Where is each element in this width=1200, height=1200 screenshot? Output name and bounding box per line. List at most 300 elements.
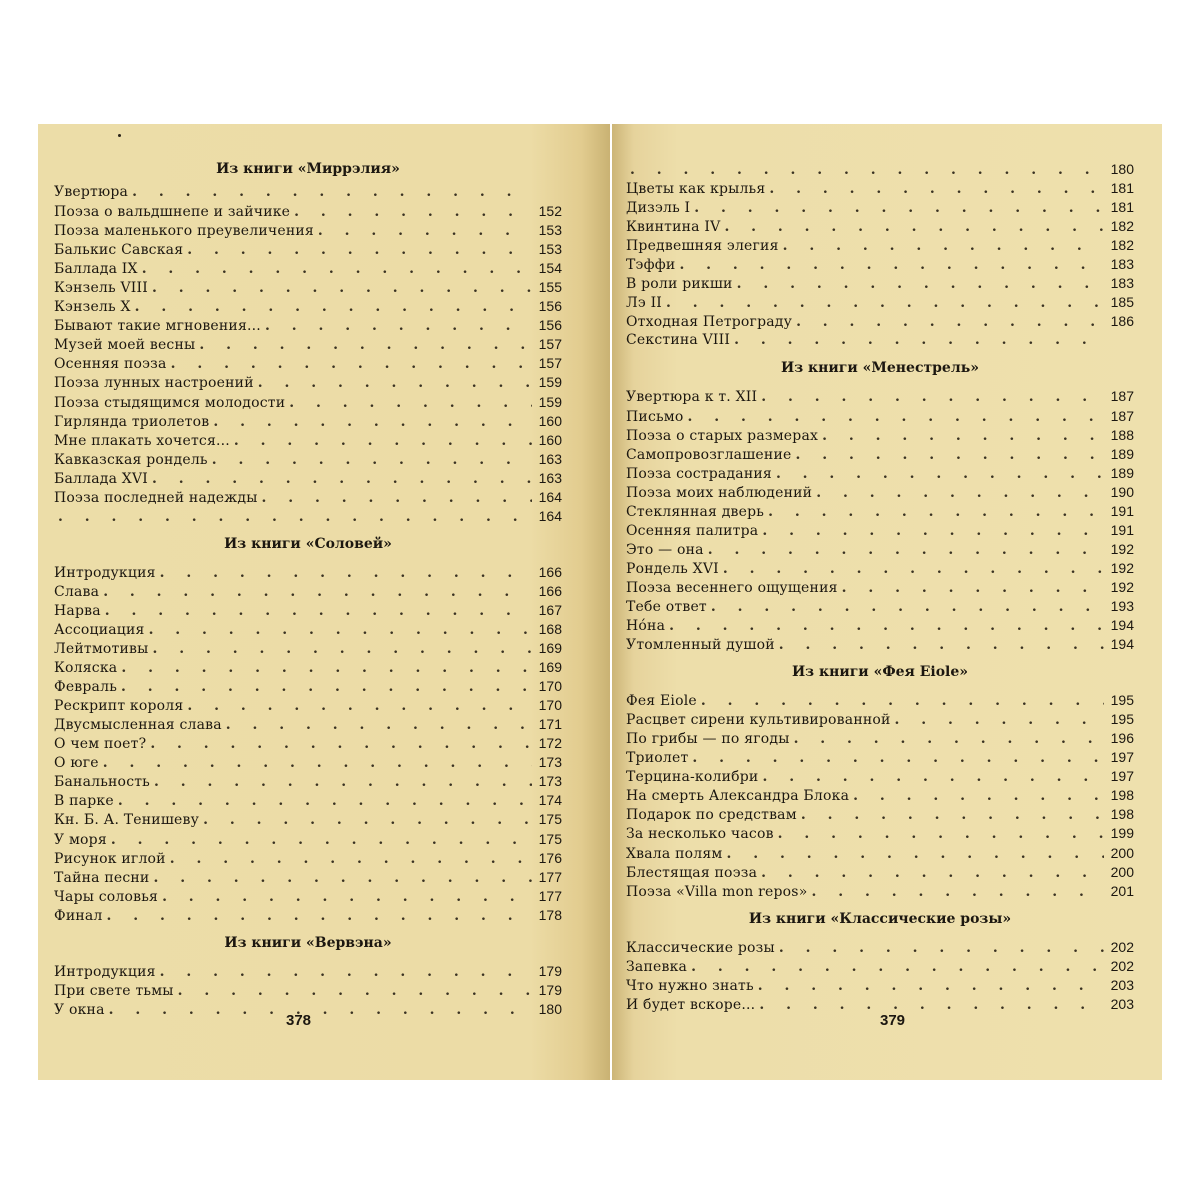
- dot-leader: [265, 317, 532, 336]
- entry-page-number: 179: [538, 962, 562, 979]
- dot-leader: [234, 432, 532, 451]
- dot-leader: [761, 388, 1104, 407]
- toc-entry[interactable]: [626, 312, 1134, 331]
- dot-leader: [170, 850, 532, 869]
- dot-leader: [132, 183, 532, 202]
- dot-leader: [630, 161, 1104, 180]
- toc-entry[interactable]: [54, 297, 562, 316]
- dot-leader: [758, 977, 1104, 996]
- left-contents-column: [54, 160, 562, 1019]
- entry-page-number: 203: [1110, 976, 1134, 993]
- entry-title: Тайна песни: [54, 869, 150, 886]
- entry-page-number: 189: [1110, 445, 1134, 462]
- toc-entry[interactable]: [54, 183, 562, 202]
- entry-title: Поэза стыдящимся молодости: [54, 394, 286, 411]
- entry-title: Бывают такие мгновения...: [54, 318, 261, 335]
- dot-leader: [796, 313, 1104, 332]
- dot-leader: [801, 806, 1104, 825]
- toc-entry[interactable]: [54, 450, 562, 469]
- entry-title: Блестящая поэза: [626, 864, 758, 881]
- entry-title: Секстина VIII: [626, 332, 731, 349]
- dot-leader: [187, 697, 532, 716]
- dot-leader: [318, 222, 532, 241]
- entry-page-number: 157: [538, 336, 562, 353]
- page-number-right: 379: [880, 1012, 906, 1029]
- toc-entry[interactable]: [626, 938, 1134, 957]
- toc-entry[interactable]: [54, 791, 562, 810]
- entry-page-number: 195: [1110, 711, 1134, 728]
- dot-leader: [162, 888, 532, 907]
- entry-page-number: 187: [1110, 388, 1134, 405]
- toc-entry[interactable]: [626, 483, 1134, 502]
- entry-title: Музей моей весны: [54, 337, 196, 354]
- dot-leader: [688, 408, 1104, 427]
- dot-leader: [199, 336, 532, 355]
- dot-leader: [822, 427, 1104, 446]
- dot-leader: [708, 541, 1104, 560]
- dot-leader: [289, 394, 532, 413]
- entry-title: За несколько часов: [626, 826, 774, 843]
- entry-page-number: 202: [1110, 938, 1134, 955]
- entry-page-number: 200: [1110, 863, 1134, 880]
- dot-leader: [669, 617, 1104, 636]
- dot-leader: [779, 636, 1104, 655]
- toc-entry[interactable]: [626, 995, 1134, 1014]
- toc-entry[interactable]: [626, 464, 1134, 483]
- entry-page-number: 170: [538, 678, 562, 695]
- entry-title: Рондель XVI: [626, 560, 719, 577]
- toc-entry[interactable]: [54, 753, 562, 772]
- entry-page-number: 159: [538, 393, 562, 410]
- entry-page-number: 195: [1110, 692, 1134, 709]
- toc-entry[interactable]: [54, 658, 562, 677]
- dot-leader: [105, 602, 532, 621]
- dot-leader: [213, 413, 532, 432]
- toc-entry[interactable]: [54, 431, 562, 450]
- toc-entry[interactable]: [626, 824, 1134, 843]
- entry-page-number: 178: [538, 906, 562, 923]
- entry-page-number: 192: [1110, 540, 1134, 557]
- entry-title: Банальность: [54, 774, 150, 791]
- entry-title: О чем поет?: [54, 736, 147, 753]
- dot-leader: [203, 811, 532, 830]
- entry-page-number: 183: [1110, 275, 1134, 292]
- dot-leader: [212, 451, 532, 470]
- entry-title: Цветы как крылья: [626, 181, 766, 198]
- entry-title: Терцина-колибри: [626, 769, 759, 786]
- dot-leader: [171, 355, 532, 374]
- entry-page-number: 176: [538, 849, 562, 866]
- entry-page-number: 201: [1110, 882, 1134, 899]
- entry-title: Классические розы: [626, 939, 775, 956]
- dot-leader: [109, 1001, 532, 1020]
- dot-leader: [811, 883, 1104, 902]
- toc-entry[interactable]: [626, 293, 1134, 312]
- entry-title: Стеклянная дверь: [626, 503, 765, 520]
- entry-page-number: 192: [1110, 559, 1134, 576]
- entry-title: В парке: [54, 793, 114, 810]
- entry-page-number: 198: [1110, 787, 1134, 804]
- toc-entry[interactable]: [626, 160, 1134, 179]
- entry-title: Подарок по средствам: [626, 807, 797, 824]
- entry-page-number: 166: [538, 563, 562, 580]
- entry-page-number: 191: [1110, 502, 1134, 519]
- toc-entry[interactable]: [54, 772, 562, 791]
- entry-page-number: 159: [538, 374, 562, 391]
- entry-title: Кэнзель VIII: [54, 280, 148, 297]
- entry-page-number: 191: [1110, 521, 1134, 538]
- entry-title: Квинтина IV: [626, 219, 721, 236]
- dot-leader: [178, 982, 532, 1001]
- dot-leader: [776, 465, 1104, 484]
- entry-title: Нарва: [54, 602, 101, 619]
- dot-leader: [691, 958, 1104, 977]
- dot-leader: [783, 237, 1104, 256]
- toc-entry[interactable]: [626, 882, 1134, 901]
- entry-title: Лейтмотивы: [54, 641, 149, 658]
- entry-title: Балькис Савская: [54, 242, 184, 259]
- entry-page-number: 168: [538, 620, 562, 637]
- entry-page-number: 164: [538, 488, 562, 505]
- entry-title: Осенняя поэза: [54, 356, 167, 373]
- entry-title: Интродукция: [54, 564, 156, 581]
- toc-entry[interactable]: [626, 179, 1134, 198]
- entry-page-number: 199: [1110, 825, 1134, 842]
- toc-entry[interactable]: [54, 639, 562, 658]
- dot-leader: [118, 792, 532, 811]
- dot-leader: [762, 522, 1104, 541]
- toc-entry[interactable]: [626, 198, 1134, 217]
- toc-entry[interactable]: [626, 521, 1134, 540]
- entry-title: Слава: [54, 583, 100, 600]
- section-heading: Из книги «Миррэлия»: [216, 161, 400, 177]
- dot-leader: [187, 241, 532, 260]
- toc-entry[interactable]: [54, 354, 562, 373]
- entry-page-number: 193: [1110, 597, 1134, 614]
- toc-entry[interactable]: [54, 601, 562, 620]
- toc-entry[interactable]: [54, 335, 562, 354]
- dot-leader: [262, 489, 532, 508]
- dot-leader: [160, 963, 532, 982]
- toc-entry[interactable]: [626, 540, 1134, 559]
- toc-entry[interactable]: [54, 887, 562, 906]
- entry-page-number: 164: [538, 507, 562, 524]
- toc-entry[interactable]: [54, 849, 562, 868]
- toc-entry[interactable]: [626, 426, 1134, 445]
- dot-leader: [226, 716, 532, 735]
- toc-entry[interactable]: [626, 863, 1134, 882]
- entry-title: В роли рикши: [626, 276, 733, 293]
- dot-leader: [153, 869, 532, 888]
- dot-leader: [694, 199, 1104, 218]
- entry-page-number: 172: [538, 735, 562, 752]
- toc-entry[interactable]: [54, 906, 562, 925]
- entry-page-number: 200: [1110, 844, 1134, 861]
- toc-entry[interactable]: [626, 976, 1134, 995]
- dot-leader: [778, 825, 1104, 844]
- entry-title: Баллада XVI: [54, 470, 148, 487]
- toc-entry[interactable]: [626, 729, 1134, 748]
- dot-leader: [103, 583, 532, 602]
- entry-page-number: 188: [1110, 426, 1134, 443]
- dot-leader: [711, 598, 1104, 617]
- dot-leader: [816, 484, 1104, 503]
- entry-page-number: 155: [538, 279, 562, 296]
- entry-page-number: 202: [1110, 957, 1134, 974]
- toc-entry[interactable]: [54, 316, 562, 335]
- entry-page-number: 177: [538, 887, 562, 904]
- entry-title: О юге: [54, 755, 99, 772]
- dot-leader: [724, 218, 1104, 237]
- toc-entry[interactable]: [54, 734, 562, 753]
- dot-leader: [258, 374, 532, 393]
- toc-entry[interactable]: [626, 748, 1134, 767]
- toc-entry[interactable]: [626, 502, 1134, 521]
- entry-page-number: 157: [538, 355, 562, 372]
- entry-page-number: 153: [538, 222, 562, 239]
- entry-title: Ассоциация: [54, 621, 145, 638]
- entry-page-number: 156: [538, 298, 562, 315]
- entry-page-number: 203: [1110, 995, 1134, 1012]
- entry-page-number: 163: [538, 450, 562, 467]
- entry-page-number: 175: [538, 811, 562, 828]
- toc-entry[interactable]: [54, 412, 562, 431]
- entry-title: Отходная Петрограду: [626, 314, 793, 331]
- toc-entry[interactable]: [626, 635, 1134, 654]
- entry-title: Поэза маленького преувеличения: [54, 223, 314, 240]
- entry-title: Мне плакать хочется...: [54, 432, 230, 449]
- entry-title: Интродукция: [54, 963, 156, 980]
- entry-title: Поэза последней надежды: [54, 489, 258, 506]
- dot-leader: [121, 659, 532, 678]
- toc-entry[interactable]: [626, 407, 1134, 426]
- entry-title: Это — она: [626, 541, 704, 558]
- entry-title: Баллада IX: [54, 261, 138, 278]
- entry-page-number: 160: [538, 412, 562, 429]
- dot-leader: [794, 730, 1104, 749]
- toc-entry[interactable]: [54, 278, 562, 297]
- entry-page-number: 197: [1110, 768, 1134, 785]
- entry-title: Увертюра: [54, 184, 129, 200]
- entry-title: Коляска: [54, 660, 118, 677]
- entry-title: На смерть Александра Блока: [626, 788, 850, 805]
- entry-page-number: 198: [1110, 806, 1134, 823]
- toc-entry[interactable]: [626, 578, 1134, 597]
- dot-leader: [795, 446, 1104, 465]
- entry-page-number: 189: [1110, 464, 1134, 481]
- dot-leader: [779, 939, 1104, 958]
- entry-title: Поэза «Villa mon repos»: [626, 883, 808, 900]
- entry-title: Кэнзель X: [54, 299, 131, 316]
- toc-entry[interactable]: [626, 387, 1134, 406]
- toc-entry[interactable]: [54, 810, 562, 829]
- dot-leader: [142, 260, 532, 279]
- dot-leader: [762, 768, 1104, 787]
- entry-page-number: 182: [1110, 218, 1134, 235]
- toc-entry[interactable]: [626, 844, 1134, 863]
- entry-title: Поэза о старых размерах: [626, 427, 819, 444]
- toc-entry[interactable]: [54, 620, 562, 639]
- entry-title: Кавказская рондель: [54, 451, 208, 468]
- entry-title: Поэза лунных настроений: [54, 375, 254, 392]
- toc-entry[interactable]: [54, 582, 562, 601]
- entry-title: Поэза о вальдшнепе и зайчике: [54, 204, 291, 221]
- toc-entry[interactable]: [54, 240, 562, 259]
- toc-entry[interactable]: [54, 488, 562, 507]
- dot-leader: [769, 180, 1104, 199]
- entry-title: Нóна: [626, 618, 666, 635]
- toc-entry[interactable]: [626, 616, 1134, 635]
- entry-title: Увертюра к т. XII: [626, 389, 758, 406]
- entry-title: У моря: [54, 831, 107, 848]
- dot-leader: [759, 996, 1104, 1015]
- entry-title: И будет вскоре...: [626, 996, 756, 1013]
- entry-page-number: 160: [538, 431, 562, 448]
- entry-page-number: 163: [538, 469, 562, 486]
- entry-page-number: 190: [1110, 483, 1134, 500]
- entry-page-number: 167: [538, 601, 562, 618]
- toc-entry[interactable]: [54, 507, 562, 526]
- toc-entry[interactable]: [54, 563, 562, 582]
- page-mark: [118, 134, 121, 137]
- toc-entry[interactable]: [54, 696, 562, 715]
- entry-page-number: 192: [1110, 578, 1134, 595]
- toc-entry[interactable]: [626, 217, 1134, 236]
- entry-page-number: 174: [538, 792, 562, 809]
- dot-leader: [895, 711, 1104, 730]
- dot-leader: [734, 331, 1104, 350]
- toc-entry[interactable]: [54, 677, 562, 696]
- toc-entry[interactable]: [626, 767, 1134, 786]
- entry-title: Запевка: [626, 958, 688, 975]
- entry-title: Поэза моих наблюдений: [626, 484, 813, 501]
- dot-leader: [737, 275, 1104, 294]
- entry-title: Поэза сострадания: [626, 465, 772, 482]
- entry-title: Осенняя палитра: [626, 522, 759, 539]
- entry-page-number: 185: [1110, 294, 1134, 311]
- entry-title: Финал: [54, 907, 103, 924]
- entry-page-number: 196: [1110, 730, 1134, 747]
- entry-page-number: 180: [1110, 161, 1134, 177]
- dot-leader: [666, 294, 1104, 313]
- toc-entry[interactable]: [626, 805, 1134, 824]
- dot-leader: [692, 749, 1104, 768]
- entry-page-number: 180: [538, 1000, 562, 1017]
- toc-entry[interactable]: [626, 255, 1134, 274]
- page-number-left: 378: [286, 1012, 312, 1029]
- toc-entry[interactable]: [626, 710, 1134, 729]
- toc-entry[interactable]: [54, 221, 562, 240]
- toc-entry[interactable]: [54, 469, 562, 488]
- toc-entry[interactable]: [54, 202, 562, 221]
- dot-leader: [103, 754, 532, 773]
- entry-title: Гирлянда триолетов: [54, 413, 210, 430]
- toc-entry[interactable]: [54, 259, 562, 278]
- dot-leader: [58, 508, 532, 527]
- dot-leader: [150, 735, 532, 754]
- dot-leader: [842, 579, 1104, 598]
- entry-title: Что нужно знать: [626, 977, 754, 994]
- entry-title: По грибы — по ягоды: [626, 731, 790, 748]
- toc-entry[interactable]: [626, 691, 1134, 710]
- entry-page-number: 156: [538, 317, 562, 334]
- entry-page-number: 175: [538, 830, 562, 847]
- section-heading: Из книги «Менестрель»: [781, 360, 979, 377]
- entry-page-number: 169: [538, 659, 562, 676]
- entry-page-number: 153: [538, 241, 562, 258]
- dot-leader: [107, 907, 532, 926]
- entry-page-number: 171: [538, 716, 562, 733]
- dot-leader: [149, 621, 532, 640]
- dot-leader: [853, 787, 1104, 806]
- entry-title: Триолет: [626, 750, 689, 767]
- dot-leader: [768, 503, 1104, 522]
- entry-title: Хвала полям: [626, 845, 723, 862]
- entry-title: Тебе ответ: [626, 598, 707, 615]
- entry-page-number: 179: [538, 981, 562, 998]
- entry-page-number: 173: [538, 754, 562, 771]
- toc-entry[interactable]: [54, 981, 562, 1000]
- section-heading: Из книги «Вервэна»: [224, 934, 392, 951]
- entry-page-number: 186: [1110, 313, 1134, 330]
- toc-entry[interactable]: [626, 331, 1134, 350]
- entry-title: У окна: [54, 1001, 105, 1018]
- toc-entry[interactable]: [626, 786, 1134, 805]
- toc-entry[interactable]: [626, 236, 1134, 255]
- dot-leader: [723, 560, 1104, 579]
- toc-entry[interactable]: [626, 274, 1134, 293]
- toc-entry[interactable]: [626, 597, 1134, 616]
- toc-entry[interactable]: [626, 957, 1134, 976]
- section-heading: Из книги «Соловей»: [224, 535, 392, 552]
- entry-page-number: 170: [538, 697, 562, 714]
- entry-title: Самопровозглашение: [626, 446, 792, 463]
- toc-entry[interactable]: [54, 393, 562, 412]
- entry-page-number: 173: [538, 773, 562, 790]
- toc-entry[interactable]: [54, 830, 562, 849]
- entry-title: Чары соловья: [54, 888, 159, 905]
- entry-title: Дизэль I: [626, 200, 691, 217]
- toc-entry[interactable]: [626, 445, 1134, 464]
- entry-page-number: 187: [1110, 407, 1134, 424]
- entry-page-number: 181: [1110, 180, 1134, 197]
- section-heading: Из книги «Фея Eiole»: [791, 664, 969, 681]
- entry-title: Расцвет сирени культивированной: [626, 712, 891, 729]
- dot-leader: [111, 831, 532, 850]
- section-heading: Из книги «Классические розы»: [748, 910, 1012, 927]
- toc-entry[interactable]: [54, 715, 562, 734]
- toc-entry[interactable]: [54, 868, 562, 887]
- dot-leader: [135, 298, 532, 317]
- toc-entry[interactable]: [626, 559, 1134, 578]
- toc-entry[interactable]: [54, 962, 562, 981]
- dot-leader: [701, 692, 1104, 711]
- entry-page-number: 152: [538, 203, 562, 220]
- entry-page-number: 194: [1110, 636, 1134, 653]
- entry-title: Рескрипт короля: [54, 698, 184, 715]
- dot-leader: [121, 678, 532, 697]
- entry-page-number: 169: [538, 640, 562, 657]
- entry-title: Фея Eiole: [626, 693, 697, 710]
- toc-entry[interactable]: [54, 373, 562, 392]
- dot-leader: [679, 256, 1104, 275]
- dot-leader: [152, 470, 532, 489]
- entry-title: Двусмысленная слава: [54, 717, 222, 734]
- entry-page-number: 181: [1110, 199, 1134, 216]
- entry-title: Предвешняя элегия: [626, 238, 779, 255]
- dot-leader: [761, 864, 1104, 883]
- entry-title: Рисунок иглой: [54, 850, 166, 867]
